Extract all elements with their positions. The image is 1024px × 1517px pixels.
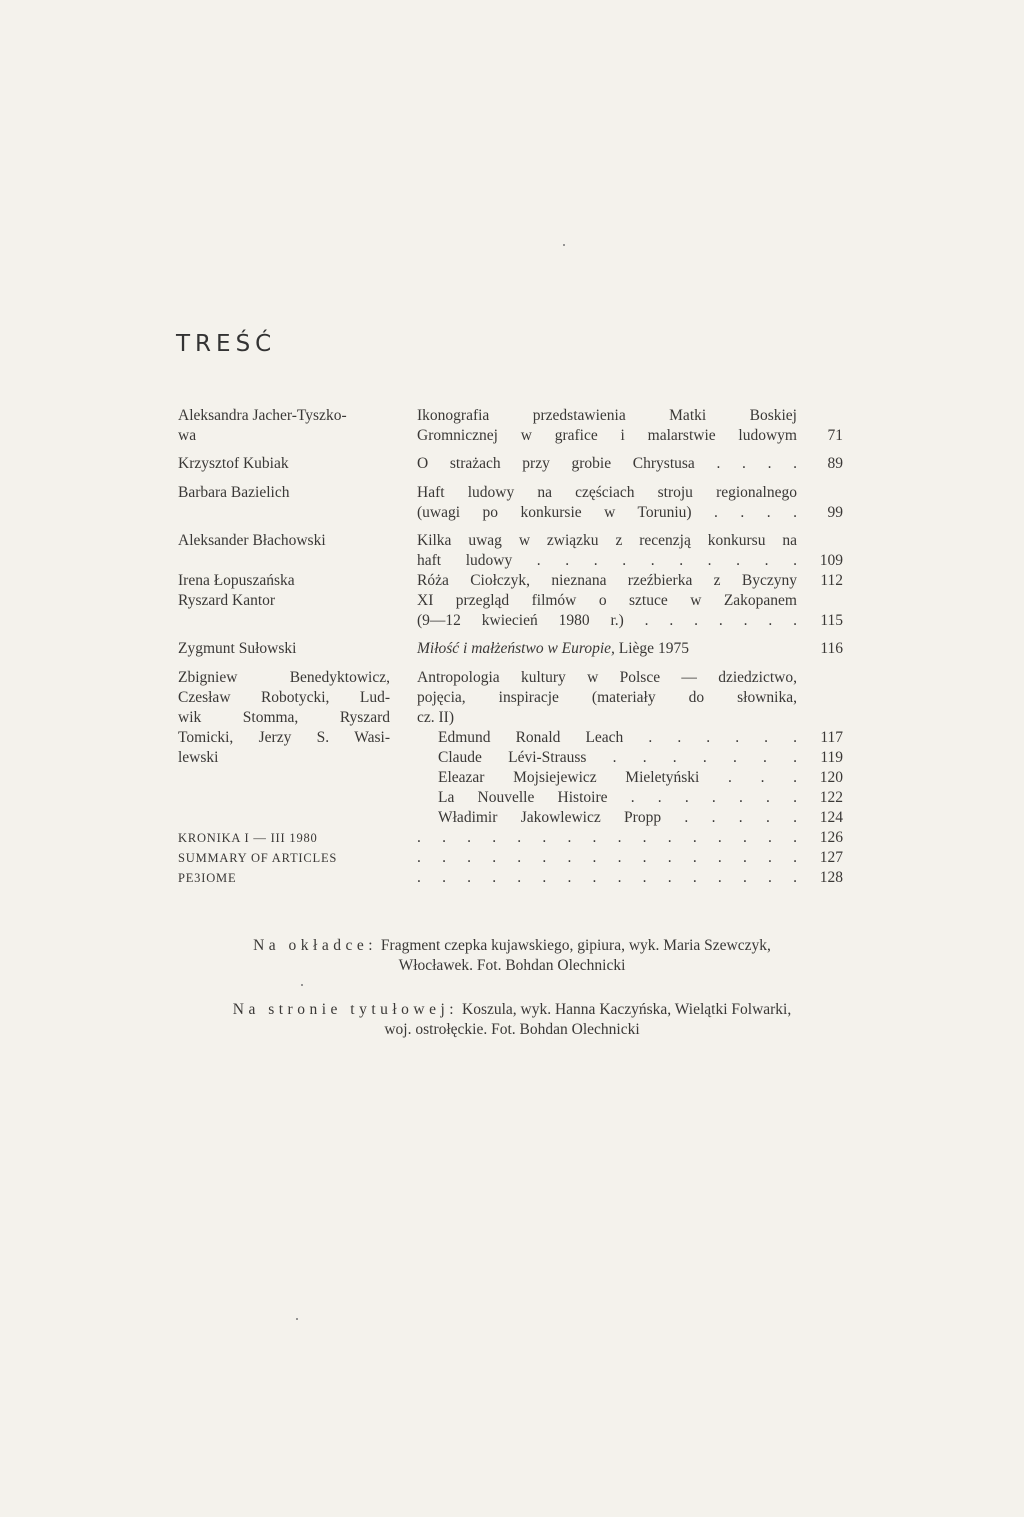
note-text: Fragment czepka kujawskiego, gipiura, wyk. Maria Szewczyk,	[377, 937, 771, 954]
toc-page-number: 99	[827, 504, 843, 521]
note-label: Na okładce:	[253, 937, 378, 954]
toc-page-number: 120	[819, 769, 843, 786]
cover-note	[0, 936, 1024, 956]
toc-title	[417, 531, 797, 571]
author-line: Zygmunt Sułowski	[178, 640, 297, 657]
toc-title	[417, 668, 797, 728]
toc-page-number: 124	[819, 809, 843, 826]
section-label: KRONIKA I — III 1980	[178, 831, 318, 845]
title-line: (9—12 kwiecień 1980 r.) . . . . . . .	[417, 612, 797, 629]
title-italic: Miłość i małżeństwo w Europie,	[417, 640, 615, 657]
title-line: pojęcia, inspiracje (materiały do słownika,	[417, 689, 797, 706]
title-line: Róża Ciołczyk, nieznana rzeźbierka z Byczyny	[417, 572, 797, 589]
toc-page-number: 112	[820, 572, 843, 589]
title-line: haft ludowy . . . . . . . . . .	[417, 552, 797, 569]
subentry-title: Edmund Ronald Leach . . . . . .	[438, 729, 797, 746]
subentry-title: Władimir Jakowlewicz Propp . . . . .	[438, 809, 797, 826]
subentry-title: Claude Lévi-Strauss . . . . . . .	[438, 749, 797, 766]
title-line: Antropologia kultury w Polsce — dziedzictwo,	[417, 669, 797, 686]
title-page-note	[0, 1000, 1024, 1020]
subentry-title: La Nouvelle Histoire . . . . . . .	[438, 789, 797, 806]
dot-leader: . . . . . . . . . . . . . . . .	[417, 829, 797, 846]
title-page-note-continuation: woj. ostrołęckie. Fot. Bohdan Olechnicki	[384, 1021, 640, 1038]
toc-author	[178, 571, 390, 591]
print-speck	[563, 244, 565, 246]
note-text: Koszula, wyk. Hanna Kaczyńska, Wielątki Folwarki,	[458, 1001, 792, 1018]
toc-page-number: 119	[820, 749, 843, 766]
section-label: PE3IOME	[178, 871, 237, 885]
print-speck	[301, 984, 303, 986]
title-line: Haft ludowy na częściach stroju regionalnego	[417, 484, 797, 501]
author-line: Aleksandra Jacher-Tyszko-	[178, 407, 347, 424]
toc-page-number: 115	[820, 612, 843, 629]
author-line: Irena Łopuszańska	[178, 572, 295, 589]
toc-page-number: 122	[819, 789, 843, 806]
subentry-title: Eleazar Mojsiejewicz Mieletyński . . .	[438, 769, 797, 786]
author-line: wik Stomma, Ryszard	[178, 709, 390, 726]
title-line: cz. II)	[417, 709, 454, 726]
toc-page-number: 127	[819, 849, 843, 866]
toc-author	[178, 668, 390, 768]
author-line: Czesław Robotycki, Lud-	[178, 689, 390, 706]
section-label: SUMMARY OF ARTICLES	[178, 851, 338, 865]
author-line: Tomicki, Jerzy S. Wasi-	[178, 729, 390, 746]
author-line: lewski	[178, 749, 219, 766]
toc-author	[178, 406, 390, 446]
toc-page-number: 89	[827, 455, 843, 472]
toc-title	[417, 639, 797, 659]
toc-author	[178, 639, 390, 659]
author-line: wa	[178, 427, 197, 444]
author-line: Aleksander Błachowski	[178, 532, 326, 549]
title-line: Kilka uwag w związku z recenzją konkursu na	[417, 532, 797, 549]
toc-title	[417, 483, 797, 523]
toc-page-number: 109	[819, 552, 843, 569]
toc-title	[417, 406, 797, 446]
toc-page-number: 71	[827, 427, 843, 444]
author-line: Krzysztof Kubiak	[178, 455, 289, 472]
title-line: (uwagi po konkursie w Toruniu) . . . .	[417, 504, 797, 521]
toc-page-number: 116	[820, 640, 843, 657]
title-line: Ikonografia przedstawienia Matki Boskiej	[417, 407, 797, 424]
title-line: XI przegląd filmów o sztuce w Zakopanem	[417, 592, 797, 609]
author-line: Barbara Bazielich	[178, 484, 290, 501]
toc-author	[178, 531, 390, 551]
author-line: Ryszard Kantor	[178, 592, 276, 609]
author-line: Zbigniew Benedyktowicz,	[178, 669, 390, 686]
toc-page-number: 126	[819, 829, 843, 846]
toc-author	[178, 483, 390, 503]
title-line: O strażach przy grobie Chrystusa . . . .	[417, 455, 797, 472]
toc-author	[178, 591, 390, 611]
toc-title	[417, 571, 797, 591]
toc-title	[417, 454, 797, 474]
toc-page-number: 128	[819, 869, 843, 886]
toc-page-number: 117	[820, 729, 843, 746]
dot-leader: . . . . . . . . . . . . . . . .	[417, 869, 797, 886]
toc-title	[417, 591, 797, 631]
print-speck	[296, 1318, 298, 1320]
title-rest: Liège 1975	[614, 640, 689, 657]
title-line: Gromnicznej w grafice i malarstwie ludowym	[417, 427, 797, 444]
cover-note-continuation: Włocławek. Fot. Bohdan Olechnicki	[398, 957, 626, 974]
toc-author	[178, 454, 390, 474]
dot-leader: . . . . . . . . . . . . . . . .	[417, 849, 797, 866]
note-label: Na stronie tytułowej:	[232, 1001, 459, 1018]
page-title: TREŚĆ	[176, 331, 277, 357]
